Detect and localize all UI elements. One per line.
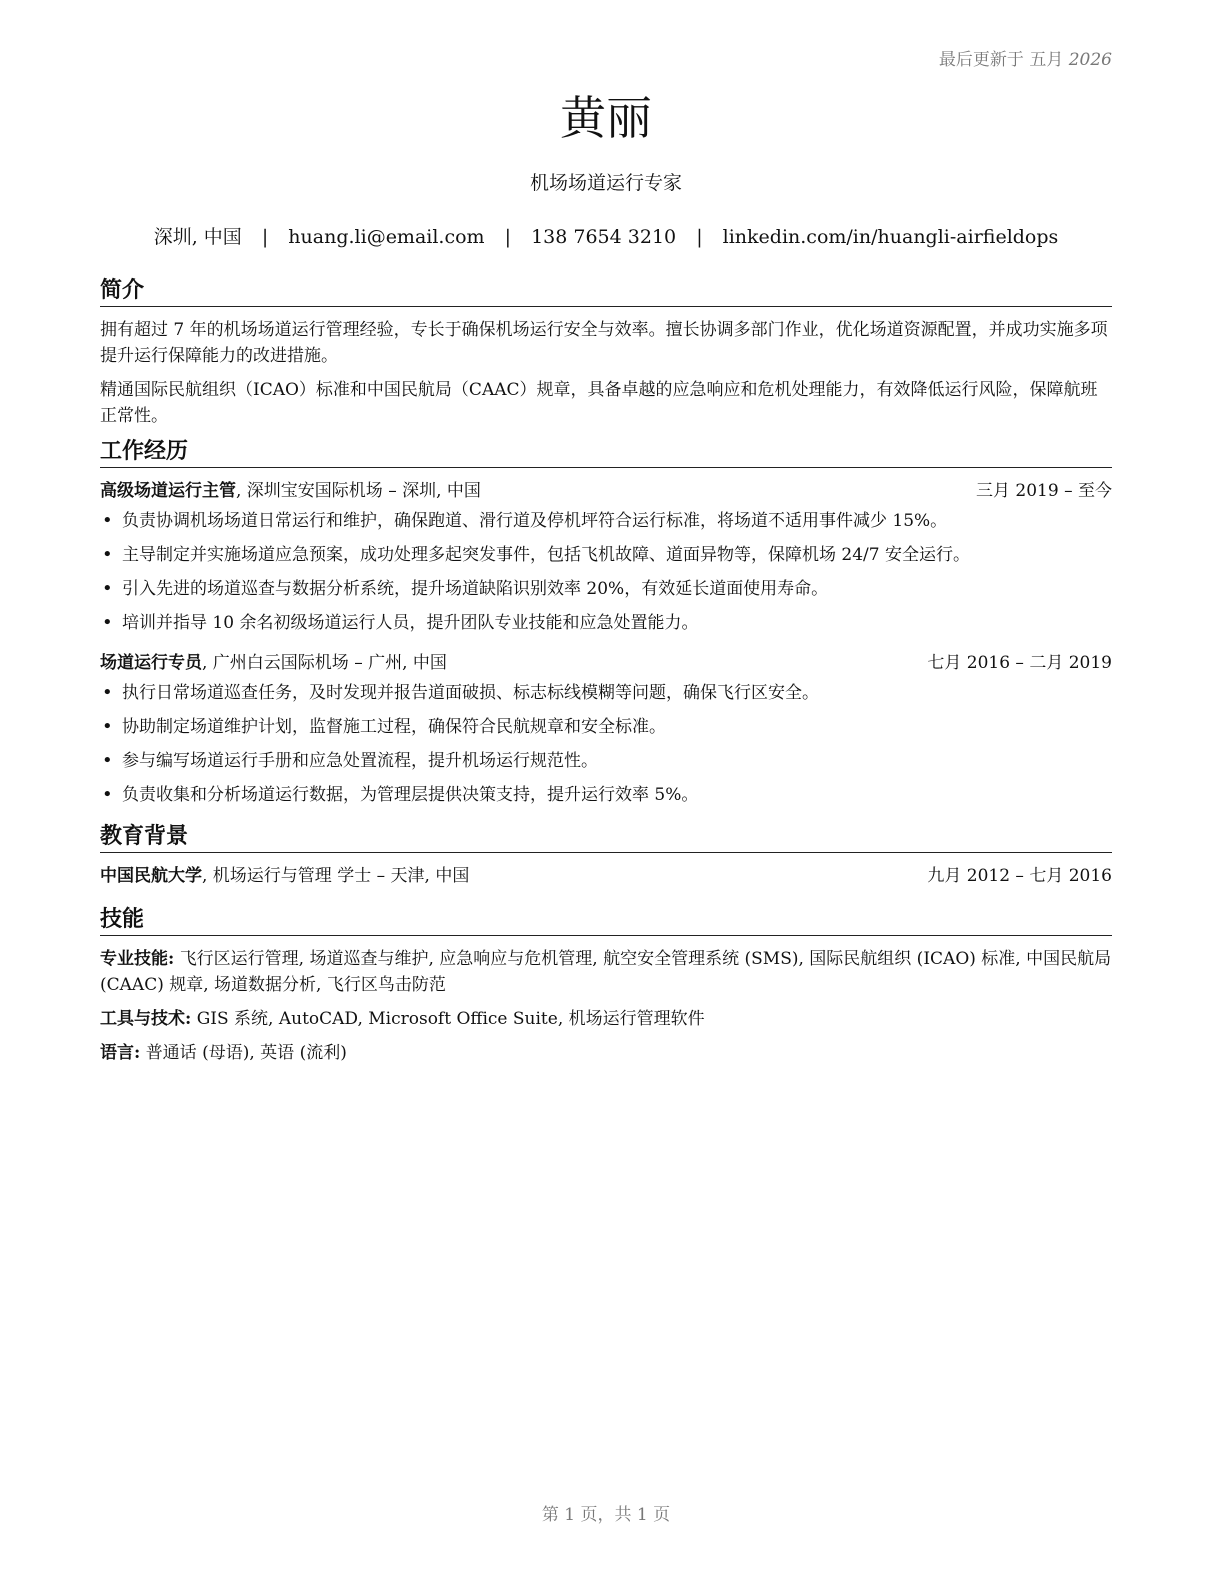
candidate-name: 黄丽 [560, 91, 652, 145]
education-detail: , 机场运行与管理 学士 – 天津, 中国 [202, 866, 470, 886]
job-entry [100, 478, 1112, 636]
job-bullet: • 培训并指导 10 余名初级场道运行人员，提升团队专业技能和应急处置能力。 [100, 610, 1112, 636]
job-bullet: • 引入先进的场道巡查与数据分析系统，提升场道缺陷识别效率 20%，有效延长道面使用寿命。 [100, 576, 1112, 602]
job-bullet: • 执行日常场道巡查任务，及时发现并报告道面破损、标志标线模糊等问题，确保飞行区安全。 [100, 680, 1112, 706]
job-bullet: • 参与编写场道运行手册和应急处置流程，提升机场运行规范性。 [100, 748, 1112, 774]
contact-linkedin[interactable]: linkedin.com/in/huangli-airfieldops [722, 226, 1059, 248]
job-role: 高级场道运行主管 [100, 481, 236, 501]
job-role-org [100, 650, 447, 676]
skill-value: 普通话 (母语), 英语 (流利) [145, 1043, 347, 1063]
summary-paragraph: 拥有超过 7 年的机场场道运行管理经验，专长于确保机场运行安全与效率。擅长协调多部门作业，优化场道资源配置，并成功实施多项提升运行保障能力的改进措施。 [100, 320, 1108, 366]
section-heading-skills: 技能 [100, 905, 1112, 936]
contact-separator: | [261, 226, 269, 248]
skill-label: 工具与技术: [100, 1009, 192, 1029]
skill-label: 专业技能: [100, 949, 175, 969]
job-org: , 深圳宝安国际机场 – 深圳, 中国 [236, 481, 481, 501]
job-role: 场道运行专员 [100, 653, 202, 673]
section-heading-summary: 简介 [100, 276, 1112, 307]
last-updated [939, 45, 1112, 70]
contact-phone[interactable]: 138 7654 3210 [531, 226, 677, 248]
education-school: 中国民航大学 [100, 866, 202, 886]
summary-section [100, 276, 1112, 429]
job-bullet: • 负责协调机场场道日常运行和维护，确保跑道、滑行道及停机坪符合运行标准，将场道不适用事件减少 15%。 [100, 508, 1112, 534]
education-dates: 九月 2012 – 七月 2016 [927, 866, 1112, 886]
skill-row [100, 1006, 1112, 1032]
job-bullet: • 协助制定场道维护计划，监督施工过程，确保符合民航规章和安全标准。 [100, 714, 1112, 740]
contact-email[interactable]: huang.li@email.com [288, 226, 485, 248]
job-org: , 广州白云国际机场 – 广州, 中国 [202, 653, 447, 673]
experience-section [100, 437, 1112, 808]
summary-paragraph: 精通国际民航组织（ICAO）标准和中国民航局（CAAC）规章，具备卓越的应急响应和危机处理能力，有效降低运行风险，保障航班正常性。 [100, 380, 1098, 426]
job-dates: 七月 2016 – 二月 2019 [927, 653, 1112, 673]
skills-section [100, 905, 1112, 1066]
education-entry [100, 863, 1112, 889]
contact-separator: | [504, 226, 512, 248]
education-section [100, 822, 1112, 889]
section-heading-education: 教育背景 [100, 822, 1112, 853]
job-header [100, 478, 1112, 504]
skill-value: 飞行区运行管理, 场道巡查与维护, 应急响应与危机管理, 航空安全管理系统 (SMS), 国际民航组织 (ICAO) 标准, 中国民航局 (CAAC) 规章, 场道数据分析, 飞行区鸟击防范 [100, 949, 1112, 995]
job-header [100, 650, 1112, 676]
contact-separator: | [696, 226, 703, 248]
job-bullets [100, 508, 1112, 636]
skill-value: GIS 系统, AutoCAD, Microsoft Office Suite, 机场运行管理软件 [196, 1009, 705, 1029]
resume-page [100, 0, 1112, 1584]
job-role-org [100, 478, 481, 504]
job-entry [100, 650, 1112, 808]
page-number: 第 1 页，共 1 页 [541, 1505, 671, 1525]
last-updated-year: 2026 [1068, 50, 1112, 70]
contact-line [100, 224, 1112, 250]
skill-row [100, 1040, 1112, 1066]
education-school-detail [100, 863, 469, 889]
resume-content [100, 276, 1112, 1074]
candidate-title: 机场场道运行专家 [529, 172, 682, 194]
skill-row [100, 946, 1112, 998]
job-bullet: • 主导制定并实施场道应急预案，成功处理多起突发事件，包括飞机故障、道面异物等，保障机场 24/7 安全运行。 [100, 542, 1112, 568]
job-bullets [100, 680, 1112, 808]
contact-location: 深圳, 中国 [153, 226, 242, 248]
job-dates: 三月 2019 – 至今 [976, 481, 1112, 501]
last-updated-label: 最后更新于 五月 [938, 50, 1064, 70]
job-bullet: • 负责收集和分析场道运行数据，为管理层提供决策支持，提升运行效率 5%。 [100, 782, 1112, 808]
section-heading-experience: 工作经历 [100, 437, 1112, 468]
skill-label: 语言: [100, 1043, 141, 1063]
